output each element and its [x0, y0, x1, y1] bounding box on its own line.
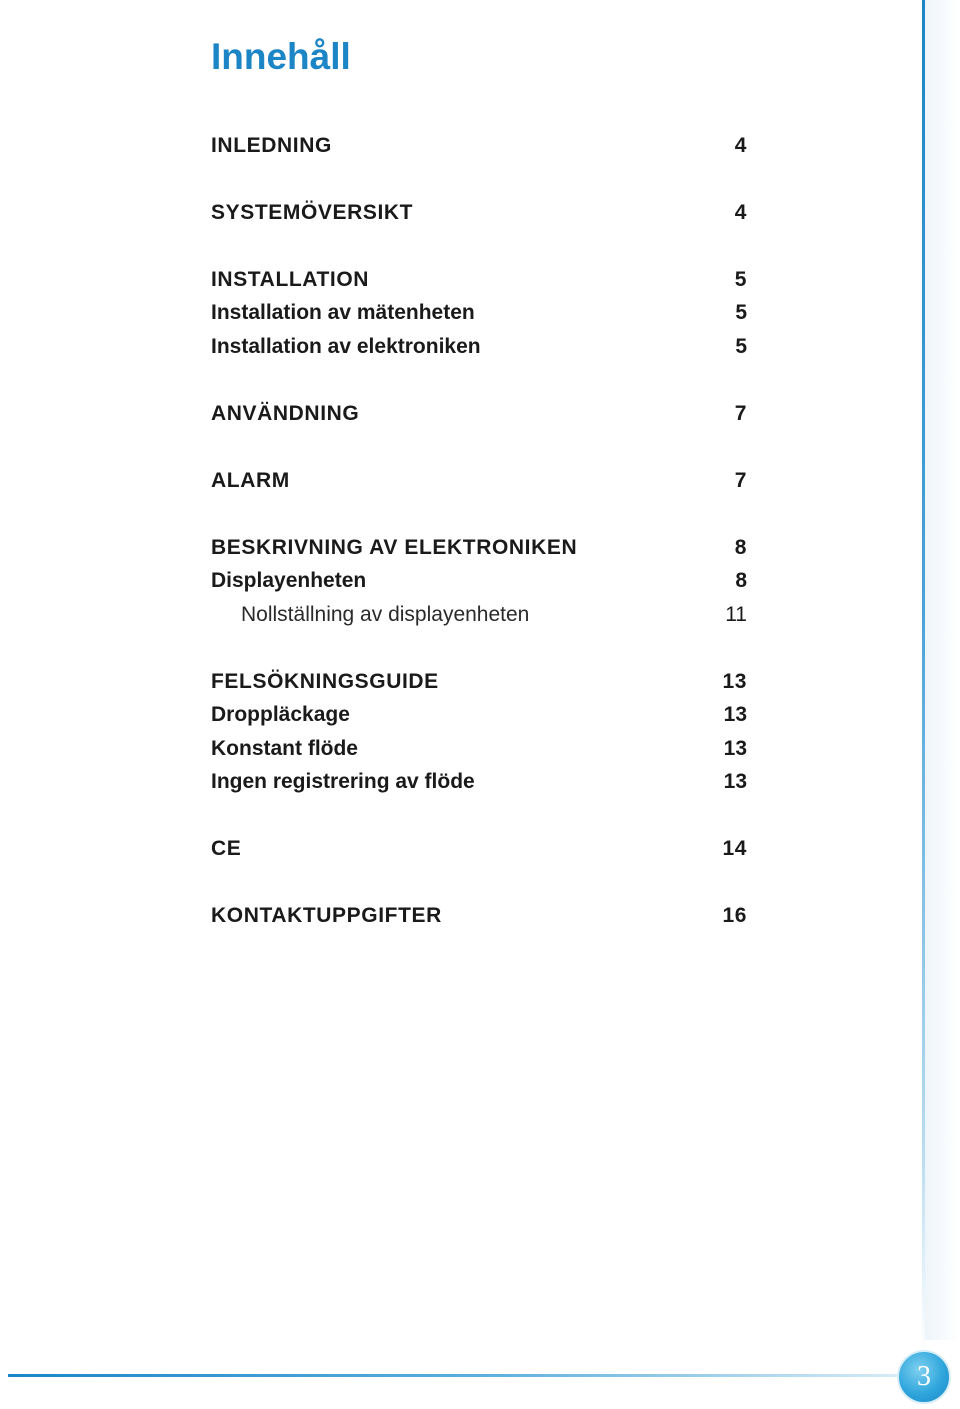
toc-entry-inledning[interactable]: [211, 131, 747, 161]
toc-entry-installation[interactable]: [211, 265, 747, 295]
toc-entry-label: INSTALLATION: [211, 268, 370, 291]
toc-entry-page: 5: [734, 268, 747, 291]
toc-entry-page: 13: [723, 770, 747, 793]
toc-entry-page: 5: [735, 335, 747, 358]
toc-entry-page: 8: [735, 569, 747, 592]
toc-entry-konstant-flode[interactable]: [211, 734, 747, 764]
page-title: Innehåll: [211, 36, 351, 77]
toc-entry-label: ANVÄNDNING: [211, 402, 360, 425]
toc-entry-page: 11: [725, 603, 747, 626]
toc-entry-label: Displayenheten: [211, 569, 367, 592]
toc-entry-page: 5: [735, 301, 747, 324]
toc-entry-label: Installation av mätenheten: [211, 301, 475, 324]
toc-entry-label: Konstant flöde: [211, 737, 358, 760]
toc-entry-kontaktuppgifter[interactable]: [211, 901, 747, 931]
toc-entry-label: ALARM: [211, 469, 290, 492]
toc-entry-displayenheten[interactable]: [211, 566, 747, 596]
page-number-badge: [897, 1350, 951, 1404]
right-margin-shade: [925, 0, 960, 1340]
toc-entry-ce[interactable]: [211, 834, 747, 864]
toc-entry-label: Nollställning av displayenheten: [241, 603, 530, 626]
toc-entry-systemoversikt[interactable]: [211, 198, 747, 228]
toc-entry-page: 7: [734, 402, 747, 425]
toc-entry-page: 4: [734, 201, 747, 224]
toc-entry-page: 4: [734, 134, 747, 157]
toc-entry-nollstallning[interactable]: [211, 600, 747, 630]
toc-entry-installation-elektroniken[interactable]: [211, 332, 747, 362]
toc-entry-page: 13: [723, 737, 747, 760]
toc-entry-anvandning[interactable]: [211, 399, 747, 429]
toc-entry-page: 13: [723, 703, 747, 726]
toc-entry-alarm[interactable]: [211, 466, 747, 496]
toc-entry-installation-matenheten[interactable]: [211, 298, 747, 328]
toc-entry-page: 13: [722, 670, 747, 693]
footer-rule: [8, 1374, 898, 1377]
page-number: 3: [917, 1361, 931, 1392]
toc-entry-felsokningsguide[interactable]: [211, 667, 747, 697]
toc-entry-label: FELSÖKNINGSGUIDE: [211, 670, 439, 693]
right-border-rule: [922, 0, 925, 1355]
toc-entry-page: 7: [734, 469, 747, 492]
toc-entry-label: Droppläckage: [211, 703, 350, 726]
toc-entry-page: 14: [722, 837, 747, 860]
toc-entry-label: KONTAKTUPPGIFTER: [211, 904, 442, 927]
toc-entry-dropplackage[interactable]: [211, 700, 747, 730]
toc-entry-label: SYSTEMÖVERSIKT: [211, 201, 414, 224]
toc-entry-page: 8: [734, 536, 747, 559]
toc-entry-label: Installation av elektroniken: [211, 335, 481, 358]
toc-entry-label: BESKRIVNING AV ELEKTRONIKEN: [211, 536, 578, 559]
toc-entry-label: INLEDNING: [211, 134, 332, 157]
toc-entry-ingen-registrering[interactable]: [211, 767, 747, 797]
toc-entry-label: Ingen registrering av flöde: [211, 770, 475, 793]
toc-entry-page: 16: [722, 904, 747, 927]
toc-entry-beskrivning-elektroniken[interactable]: [211, 533, 747, 563]
toc-entry-label: CE: [211, 837, 242, 860]
